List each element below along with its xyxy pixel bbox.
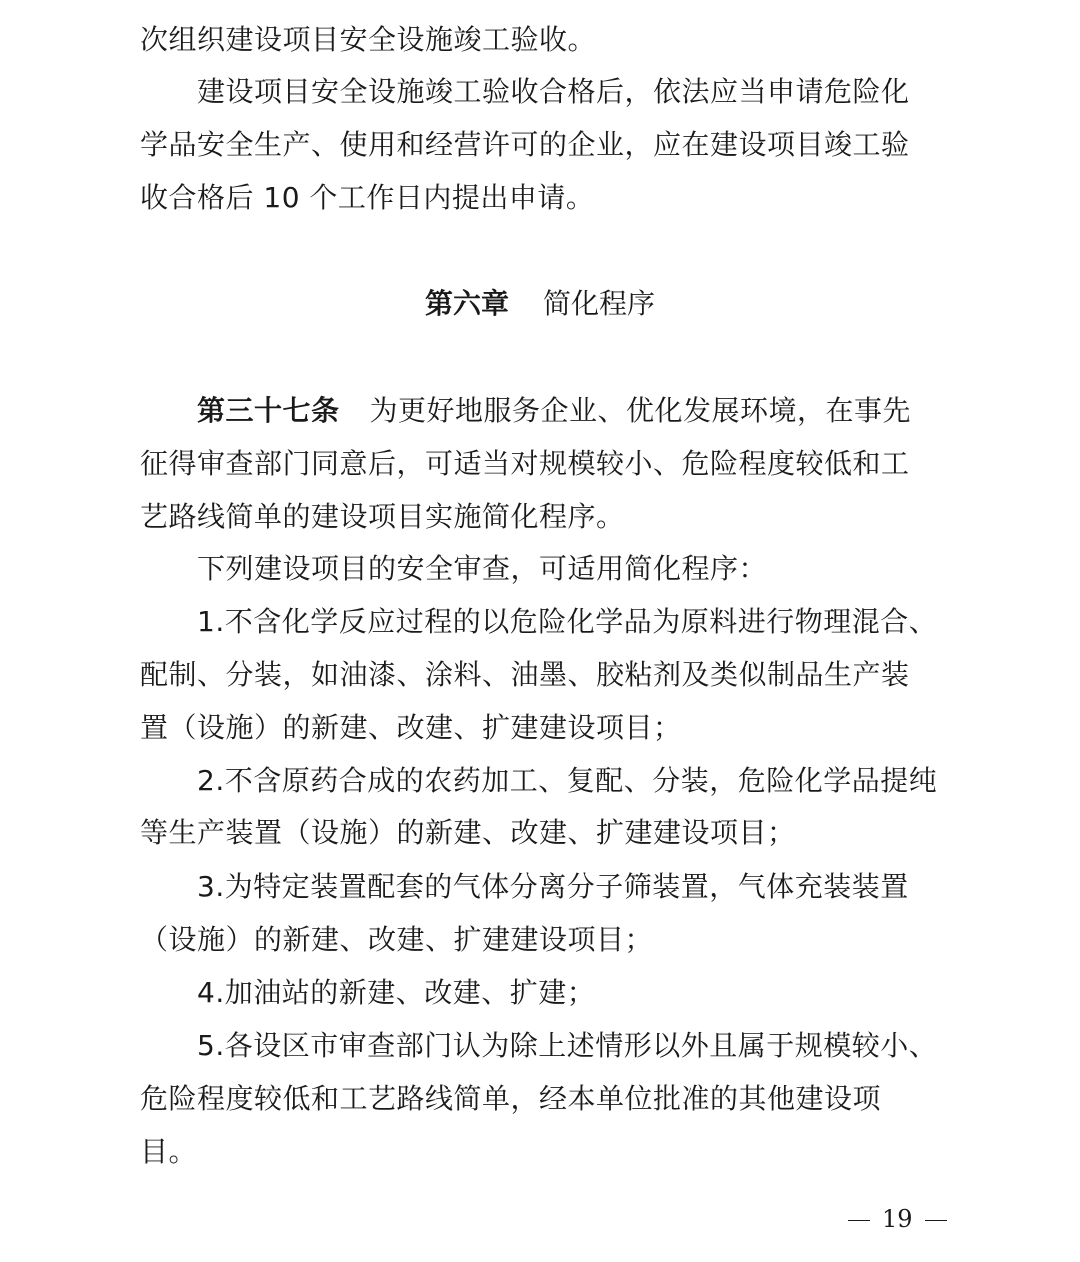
list-item-4: 4.加油站的新建、改建、扩建； xyxy=(197,976,596,1009)
list-item-5: 5.各设区市审查部门认为除上述情形以外且属于规模较小、 xyxy=(197,1029,938,1062)
page-number-value: 19 xyxy=(882,1205,913,1233)
text-line: 学品安全生产、使用和经营许可的企业，应在建设项目竣工验 xyxy=(140,128,910,161)
text-line: 等生产装置（设施）的新建、改建、扩建建设项目； xyxy=(140,816,796,849)
chapter-number: 第六章 xyxy=(424,287,509,320)
text-line: 目。 xyxy=(140,1135,198,1168)
article-text: 为更好地服务企业、优化发展环境，在事先 xyxy=(369,394,912,427)
chapter-title: 简化程序 xyxy=(543,287,656,320)
text-line: 征得审查部门同意后，可适当对规模较小、危险程度较低和工 xyxy=(140,447,910,480)
paragraph-first-line: 下列建设项目的安全审查，可适用简化程序： xyxy=(197,552,768,585)
text-line: 收合格后 10 个工作日内提出申请。 xyxy=(140,181,595,214)
dash-left xyxy=(848,1220,870,1222)
text-line: 次组织建设项目安全设施竣工验收。 xyxy=(140,23,597,56)
text-line: 艺路线简单的建设项目实施简化程序。 xyxy=(140,500,625,533)
list-item-3: 3.为特定装置配套的气体分离分子筛装置，气体充装装置 xyxy=(197,870,909,903)
text-line: 配制、分装，如油漆、涂料、油墨、胶粘剂及类似制品生产装 xyxy=(140,658,910,691)
text-line: 危险程度较低和工艺路线简单，经本单位批准的其他建设项 xyxy=(140,1082,882,1115)
text-line: 置（设施）的新建、改建、扩建建设项目； xyxy=(140,711,682,744)
dash-right xyxy=(925,1220,947,1222)
text-line: （设施）的新建、改建、扩建建设项目； xyxy=(140,923,654,956)
list-item-2: 2.不含原药合成的农药加工、复配、分装，危险化学品提纯 xyxy=(197,764,938,797)
paragraph-first-line: 建设项目安全设施竣工验收合格后，依法应当申请危险化 xyxy=(197,75,910,108)
article-heading: 第三十七条 xyxy=(197,394,340,427)
article-first-line xyxy=(197,393,911,429)
page-number xyxy=(836,1203,959,1235)
chapter-heading xyxy=(0,286,1080,322)
list-item-1: 1.不含化学反应过程的以危险化学品为原料进行物理混合、 xyxy=(197,605,938,638)
